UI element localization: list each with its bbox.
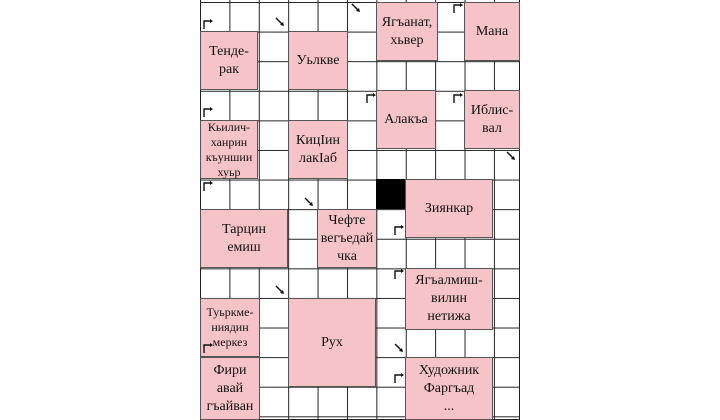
- clue-chefte: Чефте вегъедай чка: [317, 209, 377, 268]
- arrow-icon: [393, 268, 405, 280]
- clue-yagyanat: Ягъанат, хьвер: [376, 2, 438, 61]
- clue-tarcin: Тарцин емиш: [200, 209, 288, 268]
- arrow-icon: [350, 2, 362, 14]
- black-cell: [376, 179, 405, 209]
- crossword-grid[interactable]: [200, 0, 520, 420]
- arrow-icon: [202, 18, 214, 30]
- arrow-icon: [393, 224, 405, 236]
- clue-tenderak: Тенде- рак: [200, 31, 258, 90]
- clue-kylych: Кьилич- ханрин къуншии хуьр: [200, 120, 258, 179]
- arrow-icon: [274, 284, 286, 296]
- arrow-icon: [274, 16, 286, 28]
- clue-iblisval: Иблис- вал: [464, 90, 520, 149]
- arrow-icon: [505, 150, 517, 162]
- clue-yagyalmish: Ягъалмиш- вилин нетижа: [405, 268, 493, 330]
- arrow-icon: [393, 342, 405, 354]
- arrow-icon: [452, 92, 464, 104]
- arrow-icon: [202, 106, 214, 118]
- clue-khudozhnik: Художник Фаргъад ...: [405, 357, 493, 420]
- arrow-icon: [202, 180, 214, 192]
- arrow-icon: [393, 372, 405, 384]
- clue-uylkve: Уьлкве: [288, 31, 348, 90]
- clue-firi: Фири авай гъайван: [200, 357, 260, 420]
- arrow-icon: [365, 92, 377, 104]
- clue-alakya: Алакъа: [376, 90, 436, 149]
- clue-mana: Мана: [464, 2, 520, 61]
- clue-rukh: Рух: [288, 298, 376, 387]
- arrow-icon: [303, 196, 315, 208]
- clue-ziyankar: Зиянкар: [405, 179, 493, 238]
- clue-kitsiin: КицIин лакIаб: [288, 120, 348, 179]
- arrow-icon: [202, 342, 214, 354]
- arrow-icon: [452, 2, 464, 14]
- clue-turkmen: Туьркме- ниядин меркез: [200, 298, 260, 357]
